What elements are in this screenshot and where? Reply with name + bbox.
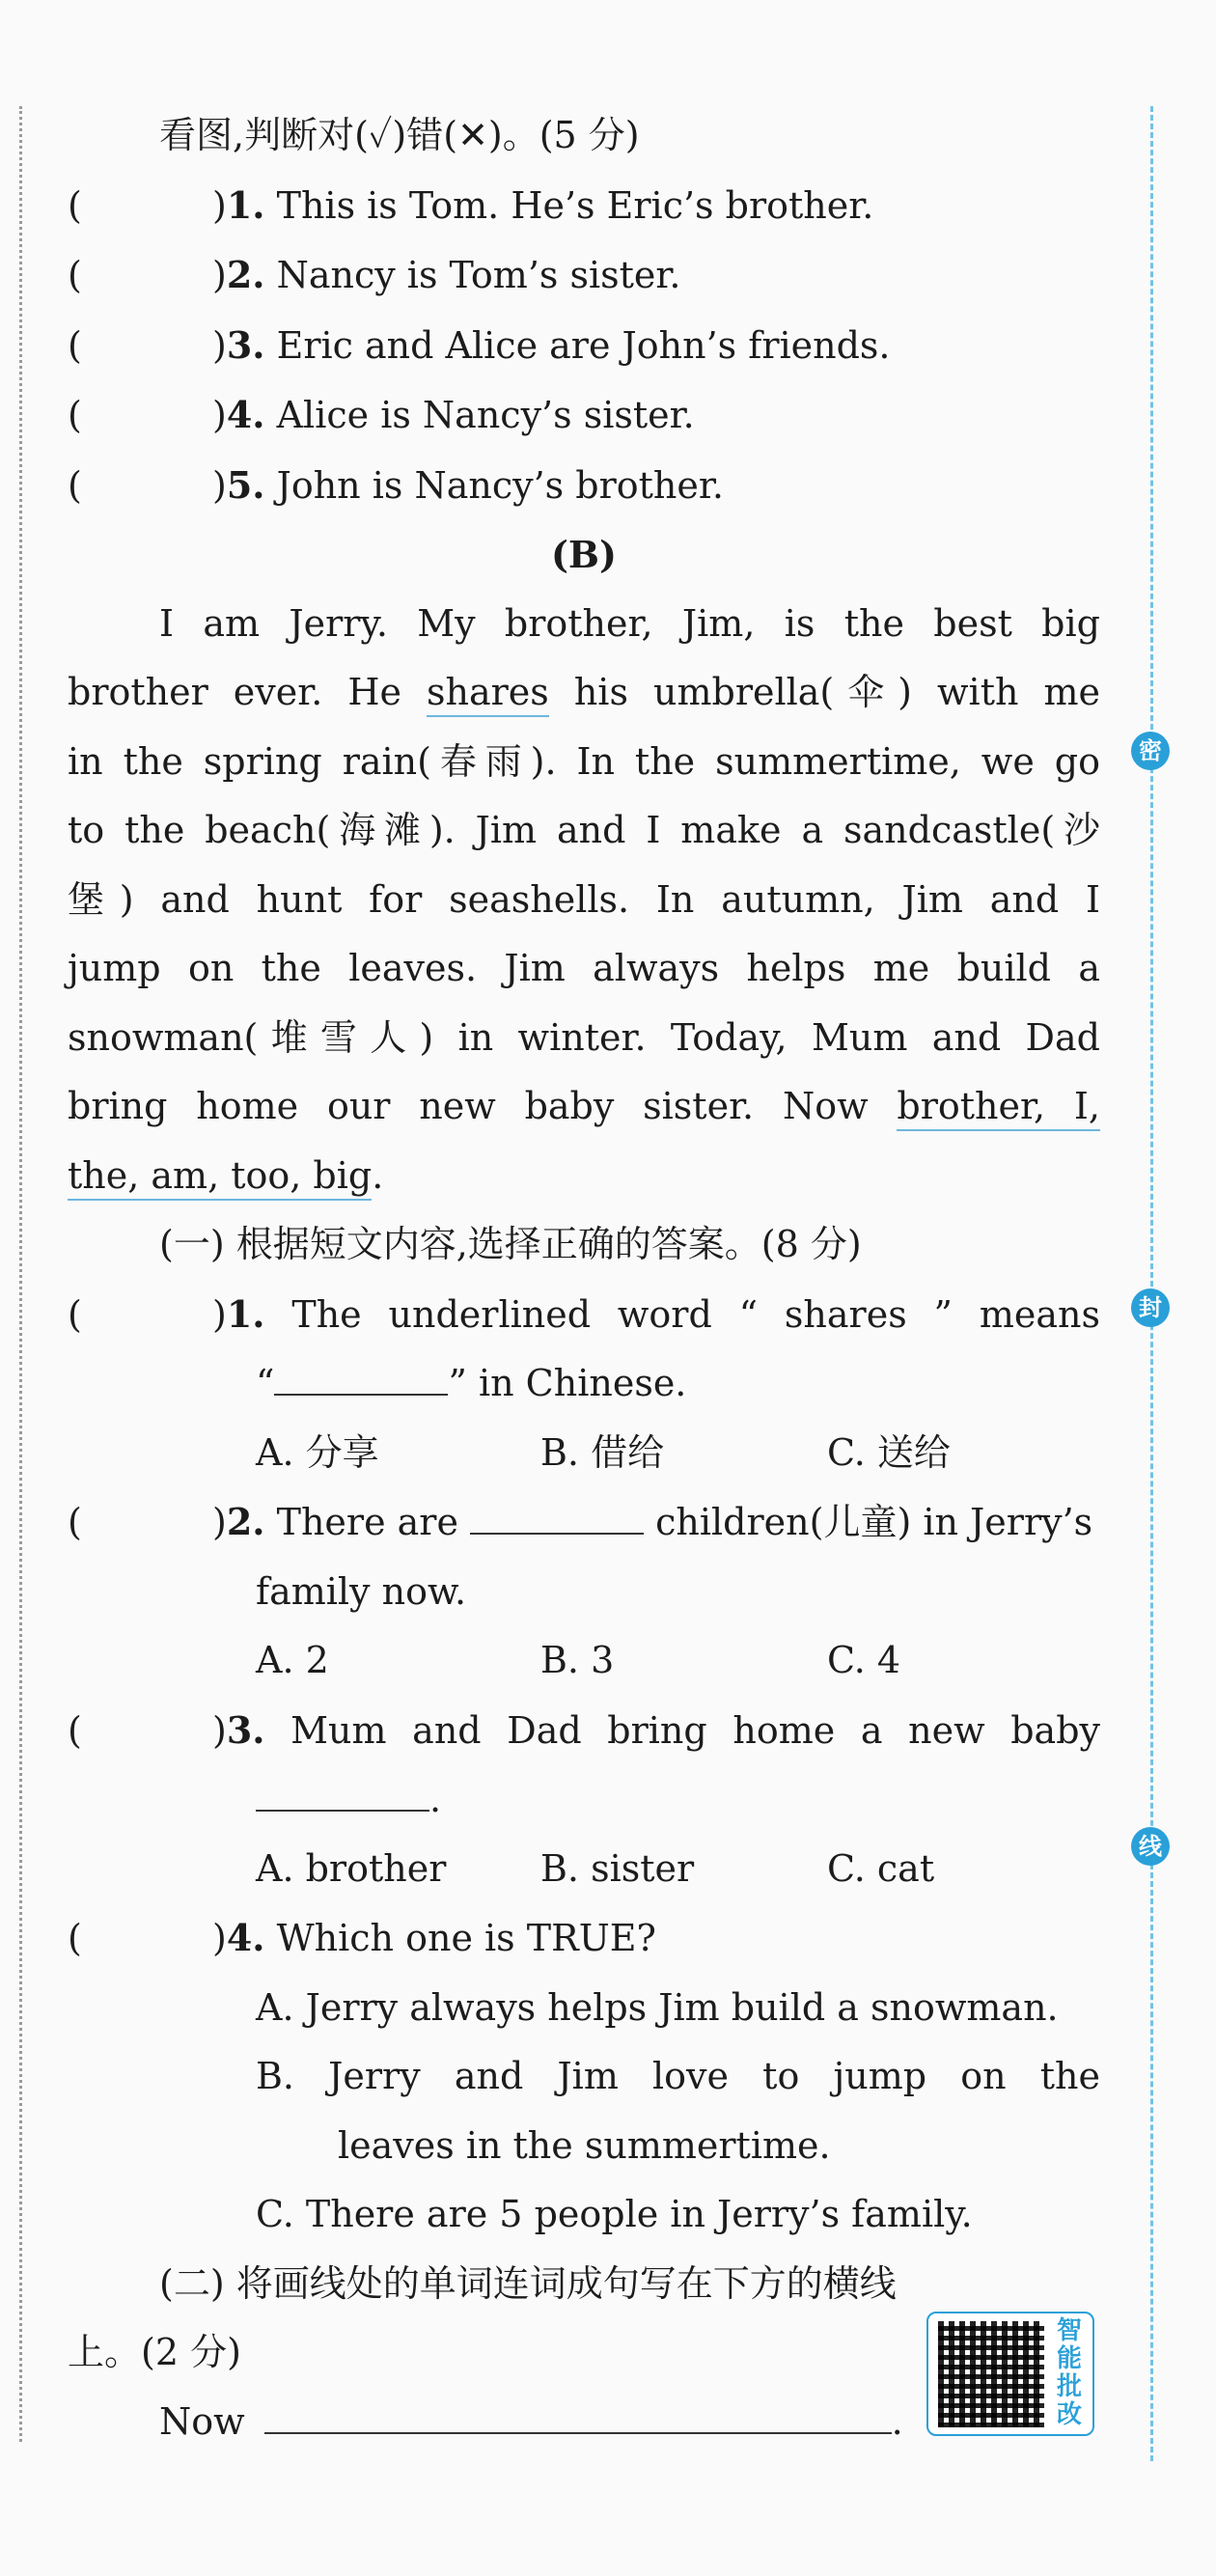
judge-item-5: ( )5. John is Nancy’s brother. [68, 451, 1100, 521]
mc-question-1: ( )1. The underlined word “ shares ” means [68, 1280, 1100, 1350]
passage-line: in the spring rain(春雨). In the summertime, we go [68, 739, 1100, 783]
option-a[interactable]: A. brother [256, 1846, 447, 1890]
right-cut-line [1150, 106, 1153, 2461]
section-2-title: (二) 将画线处的单词连词成句写在下方的横线 [159, 2261, 897, 2305]
passage-line: the, am, too, big. [68, 1142, 1100, 1211]
mc-question-1-cont: “ ” in Chinese. [256, 1362, 687, 1404]
underlined-word-shares: shares [427, 671, 549, 717]
option-a[interactable]: A. 分享 [256, 1430, 379, 1474]
seal-feng-icon: 封 [1131, 1288, 1170, 1327]
mc-question-4: ( )4. Which one is TRUE? [68, 1903, 1100, 1974]
fill-blank[interactable] [256, 1777, 429, 1812]
answer-paren[interactable]: ( [68, 463, 82, 507]
seal-mi-icon: 密 [1131, 732, 1170, 770]
judge-item-3: ( )3. Eric and Alice are John’s friends. [68, 311, 1100, 381]
passage-line: I am Jerry. My brother, Jim, is the best big [159, 601, 1100, 645]
answer-paren[interactable]: ( [68, 1292, 82, 1336]
option-b[interactable]: B. 3 [540, 1639, 615, 1681]
mc-question-3: ( )3. Mum and Dad bring home a new baby [68, 1696, 1100, 1766]
underlined-words: the, am, too, big [68, 1154, 372, 1201]
passage-line: brother ever. He shares his umbrella(伞) with me [68, 658, 1100, 728]
fill-blank[interactable] [470, 1500, 644, 1535]
judge-item-4: ( )4. Alice is Nancy’s sister. [68, 380, 1100, 451]
fill-blank[interactable] [274, 1361, 448, 1396]
mc-question-2-cont: family now. [256, 1569, 467, 1613]
option-b-cont: leaves in the summertime. [338, 2123, 831, 2167]
qr-code-icon[interactable] [938, 2321, 1044, 2427]
mc-question-2: ( )2. There are children(儿童) in Jerry’s [68, 1487, 1100, 1558]
option-a[interactable]: A. Jerry always helps Jim build a snowman. [256, 1985, 1059, 2029]
answer-line-row: Now . [68, 2388, 1100, 2457]
answer-paren[interactable]: ( [68, 1501, 82, 1543]
reading-passage [68, 590, 1100, 1211]
answer-paren[interactable]: ( [68, 1917, 82, 1959]
qr-label: 智 能 批 改 [1056, 2316, 1082, 2429]
left-dotted-margin [19, 106, 22, 2442]
option-b[interactable]: B. Jerry and Jim love to jump on the [256, 2055, 1100, 2097]
part-a-instruction: 看图,判断对(✓)错(✕)。(5 分) [159, 114, 640, 156]
answer-line[interactable] [264, 2397, 892, 2434]
answer-paren[interactable]: ( [68, 394, 82, 436]
passage-line: 堡) and hunt for seashells. In autumn, Jim and I [68, 877, 1100, 921]
section-1-title: (一) 根据短文内容,选择正确的答案。(8 分) [159, 1223, 862, 1265]
passage-line: to the beach(海滩). Jim and I make a sandcastle(沙 [68, 809, 1100, 851]
option-c[interactable]: C. There are 5 people in Jerry’s family. [256, 2193, 973, 2235]
answer-paren[interactable]: ( [68, 254, 82, 296]
answer-paren[interactable]: ( [68, 1708, 82, 1752]
smart-grading-badge[interactable] [926, 2312, 1094, 2436]
option-b[interactable]: B. sister [540, 1846, 695, 1890]
part-b-heading: (B) [550, 533, 618, 576]
mc-options-2 [68, 1626, 1100, 1696]
option-a[interactable]: A. 2 [256, 1639, 329, 1681]
option-b[interactable]: B. 借给 [540, 1430, 665, 1474]
judge-item-1: ( )1. This is Tom. He’s Eric’s brother. [68, 171, 1100, 241]
mc-options-3 [68, 1835, 1100, 1904]
underlined-words: brother, I, [897, 1085, 1100, 1131]
option-c[interactable]: C. 4 [827, 1639, 901, 1681]
mc-options-1 [68, 1419, 1100, 1488]
section-2-title-cont: 上。(2 分) [68, 2331, 241, 2373]
answer-paren[interactable]: ( [68, 183, 82, 227]
option-c[interactable]: C. 送给 [827, 1430, 951, 1474]
passage-line: bring home our new baby sister. Now brother, I, [68, 1072, 1100, 1142]
worksheet-content [68, 101, 1100, 2456]
passage-line: jump on the leaves. Jim always helps me build a [68, 947, 1100, 989]
seal-xian-icon: 线 [1131, 1827, 1170, 1866]
answer-paren[interactable]: ( [68, 323, 82, 367]
mc-question-3-cont: . [68, 1765, 1100, 1835]
judge-item-2: ( )2. Nancy is Tom’s sister. [68, 240, 1100, 311]
passage-line: snowman(堆雪人) in winter. Today, Mum and Dad [68, 1015, 1100, 1059]
option-c[interactable]: C. cat [827, 1846, 935, 1890]
